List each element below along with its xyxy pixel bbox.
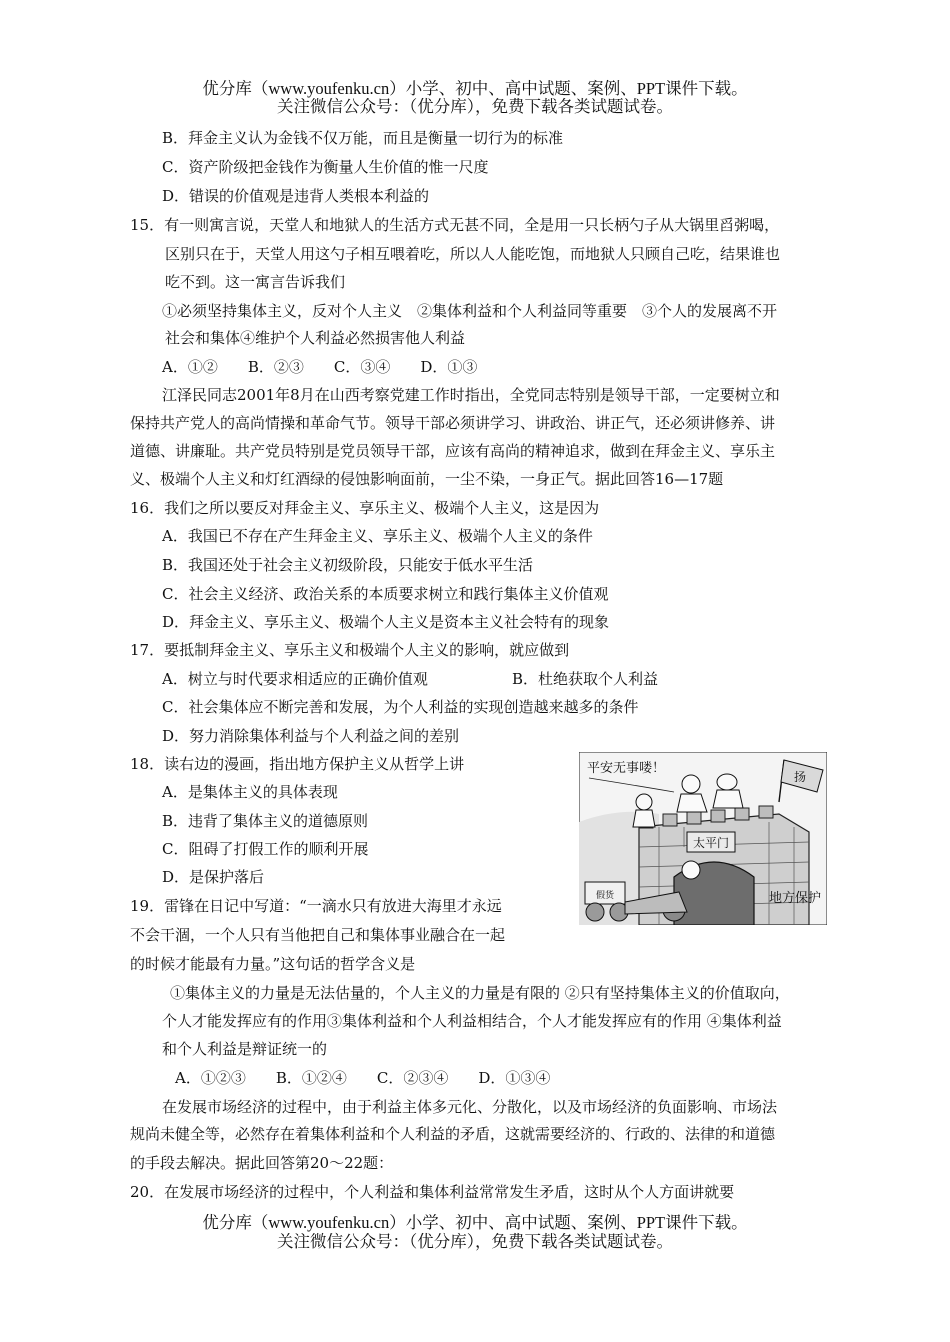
- q17-option-c: C．社会集体应不断完善和发展，为个人利益的实现创造越来越多的条件: [162, 698, 639, 716]
- q16-option-c: C．社会主义经济、政治关系的本质要求树立和践行集体主义价值观: [162, 585, 609, 603]
- cartoon-caption: 平安无事喽！: [587, 761, 666, 776]
- q15-choices: A．①② B．②③ C．③④ D．①③: [162, 358, 478, 376]
- q18-option-a: A．是集体主义的具体表现: [162, 783, 338, 801]
- q16-option-d: D．拜金主义、享乐主义、极端个人主义是资本主义社会特有的现象: [162, 613, 610, 631]
- q20-stem: 20．在发展市场经济的过程中，个人利益和集体利益常常发生矛盾，这时从个人方面讲就要: [130, 1183, 735, 1201]
- passage1-line-2: 保持共产党人的高尚情操和革命气节。领导干部必须讲学习、讲政治、讲正气，还必须讲修养、讲: [130, 414, 776, 432]
- q16-stem: 16．我们之所以要反对拜金主义、享乐主义、极端个人主义，这是因为: [130, 499, 600, 517]
- q19-choices: A．①②③ B．①②④ C．②③④ D．①③④: [175, 1069, 551, 1087]
- q18-stem: 18．读右边的漫画，指出地方保护主义从哲学上讲: [130, 755, 465, 773]
- q15-statements-1: ①必须坚持集体主义，反对个人主义 ②集体利益和个人利益同等重要 ③个人的发展离不开: [162, 302, 778, 320]
- passage1-line-1: 江泽民同志2001年8月在山西考察党建工作时指出，全党同志特别是领导干部，一定要树立和: [162, 386, 780, 404]
- q19-stem-2: 不会干涸，一个人只有当他把自己和集体事业融合在一起: [130, 926, 506, 944]
- q15-statements-2: 社会和集体④维护个人利益必然损害他人利益: [165, 329, 466, 347]
- q14-option-d: D．错误的价值观是违背人类根本利益的: [162, 187, 430, 205]
- passage1-line-4: 义、极端个人主义和灯红酒绿的侵蚀影响面前，一尘不染，一身正气。据此回答16—17题: [130, 470, 724, 488]
- passage2-line-1: 在发展市场经济的过程中，由于利益主体多元化、分散化，以及市场经济的负面影响、市场法: [162, 1098, 778, 1116]
- cart-label: 假货: [595, 891, 615, 901]
- q15-stem-2: 区别只在于，天堂人用这勺子相互喂着吃，所以人人能吃饱，而地狱人只顾自己吃，结果谁也: [165, 245, 781, 263]
- q15-stem-3: 吃不到。这一寓言告诉我们: [165, 273, 346, 291]
- q15-stem-1: 15．有一则寓言说，天堂人和地狱人的生活方式无甚不同，全是用一只长柄勺子从大锅里舀粥喝，: [130, 216, 780, 234]
- q16-option-a: A．我国已不存在产生拜金主义、享乐主义、极端个人主义的条件: [162, 527, 593, 545]
- q18-option-b: B．违背了集体主义的道德原则: [162, 812, 369, 830]
- q19-stem-3: 的时候才能最有力量。”这句话的哲学含义是: [130, 955, 416, 973]
- wall-sign: 地方保护: [769, 891, 822, 906]
- q18-option-c: C．阻碍了打假工作的顺利开展: [162, 840, 369, 858]
- q19-stem-1: 19．雷锋在日记中写道：“一滴水只有放进大海里才永远: [130, 897, 502, 915]
- q19-statements-2: 个人才能发挥应有的作用③集体利益和个人利益相结合，个人才能发挥应有的作用 ④集体利益: [162, 1012, 782, 1030]
- q14-option-b: B．拜金主义认为金钱不仅万能，而且是衡量一切行为的标准: [162, 129, 564, 147]
- q14-option-c: C．资产阶级把金钱作为衡量人生价值的惟一尺度: [162, 158, 489, 176]
- local-protectionism-cartoon: [579, 752, 827, 925]
- q19-statements-3: 和个人利益是辩证统一的: [162, 1040, 328, 1058]
- q17-option-d: D．努力消除集体利益与个人利益之间的差别: [162, 727, 460, 745]
- q18-option-d: D．是保护落后: [162, 868, 265, 886]
- q17-stem: 17．要抵制拜金主义、享乐主义和极端个人主义的影响，就应做到: [130, 641, 570, 659]
- q17-option-a: A．树立与时代要求相适应的正确价值观: [162, 670, 428, 688]
- header-line-1: 优分库（www.youfenku.cn）小学、初中、高中试题、案例、PPT课件下载。: [202, 79, 748, 98]
- passage1-line-3: 道德、讲廉耻。共产党员特别是党员领导干部，应该有高尚的精神追求，做到在拜金主义、享乐主: [130, 442, 776, 460]
- gate-sign: 太平门: [692, 836, 730, 850]
- header-line-2: 关注微信公众号：（优分库），免费下载各类试题试卷。: [277, 97, 673, 116]
- q16-option-b: B．我国还处于社会主义初级阶段，只能安于低水平生活: [162, 556, 534, 574]
- q17-option-b: B．杜绝获取个人利益: [512, 670, 659, 688]
- flag-label: 扬: [793, 770, 807, 784]
- passage2-line-3: 的手段去解决。据此回答第20～22题：: [130, 1154, 394, 1172]
- passage2-line-2: 规尚未健全等，必然存在着集体利益和个人利益的矛盾，这就需要经济的、行政的、法律的和道德: [130, 1125, 776, 1143]
- footer-line-1: 优分库（www.youfenku.cn）小学、初中、高中试题、案例、PPT课件下载。: [202, 1213, 748, 1232]
- footer-line-2: 关注微信公众号：（优分库），免费下载各类试题试卷。: [277, 1232, 673, 1251]
- q19-statements-1: ①集体主义的力量是无法估量的，个人主义的力量是有限的 ②只有坚持集体主义的价值取向，: [170, 984, 790, 1002]
